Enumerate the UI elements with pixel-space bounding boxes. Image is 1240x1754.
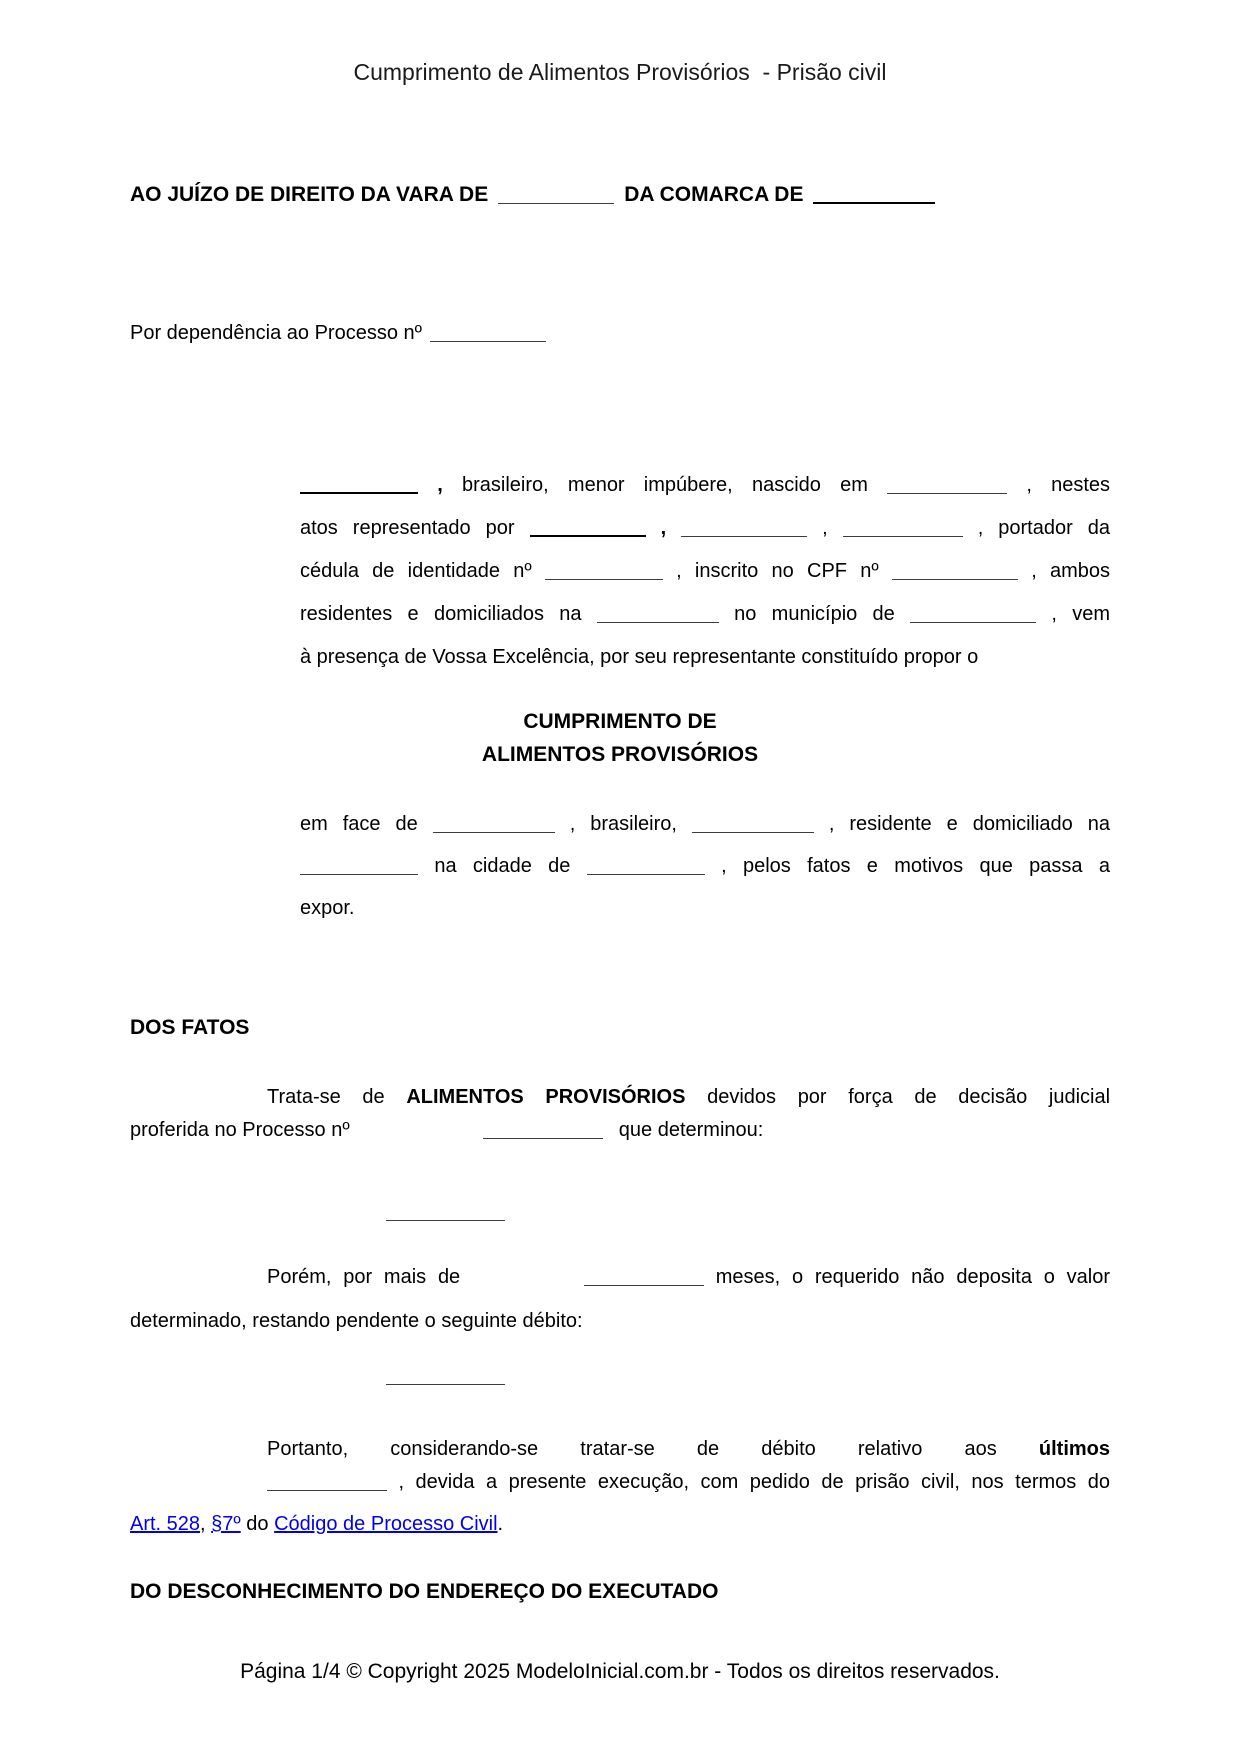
qualification-line-3 <box>300 550 1110 593</box>
qualification-text: , ambos <box>1031 560 1111 582</box>
blank-ultimos-meses <box>267 1475 387 1491</box>
qualification-text: , nestes <box>1026 474 1111 496</box>
blank-municipio-autor <box>910 607 1036 623</box>
facts-paragraph-3 <box>130 1433 1110 1499</box>
qualification-text: atos representado por <box>300 517 515 539</box>
facts-p2-line-1 <box>130 1255 1110 1299</box>
defendant-line-2 <box>300 845 1110 887</box>
blank-cpf <box>892 564 1018 580</box>
blank-cidade-requerido <box>587 859 705 875</box>
action-title-line-1: CUMPRIMENTO DE <box>523 710 717 733</box>
facts-p3-line-2 <box>130 1466 1110 1499</box>
action-title-line-2: ALIMENTOS PROVISÓRIOS <box>481 743 759 766</box>
blank-processo-dependencia <box>430 326 546 342</box>
facts-text-bold: últimos <box>1038 1438 1111 1460</box>
facts-p1-line-2 <box>130 1114 1110 1147</box>
blank-nome-representante <box>530 520 646 537</box>
facts-p2-line-2: determinado, restando pendente o seguinte débito: <box>130 1310 583 1332</box>
addressing-comarca-label: DA COMARCA DE <box>624 183 804 206</box>
defendant-text: em face de <box>300 813 418 835</box>
plaintiff-qualification-paragraph <box>300 464 1110 679</box>
facts-text-bold: ALIMENTOS PROVISÓRIOS <box>406 1086 686 1108</box>
blank-estado-civil-requerido <box>692 817 814 833</box>
addressing-vara-label: AO JUÍZO DE DIREITO DA VARA DE <box>130 183 489 206</box>
defendant-text: na cidade de <box>434 855 571 877</box>
legal-separator: . <box>497 1513 504 1535</box>
section-heading-dos-fatos: DOS FATOS <box>130 1016 250 1039</box>
blank-data-nascimento <box>887 478 1007 494</box>
facts-text: proferida no Processo nº <box>130 1119 350 1141</box>
dependency-label: Por dependência ao Processo nº <box>130 322 422 344</box>
qualification-line-4 <box>300 593 1110 636</box>
link-paragrafo-7[interactable]: §7º <box>211 1513 241 1535</box>
blank-processo-numero <box>483 1123 603 1139</box>
defendant-text: , pelos fatos e motivos que passa a <box>721 855 1110 877</box>
comma: , <box>822 517 828 539</box>
legal-separator: do <box>246 1513 269 1535</box>
defendant-qualification-paragraph <box>300 803 1110 929</box>
court-addressing-line <box>130 182 1110 208</box>
defendant-text: , brasileiro, <box>569 813 677 835</box>
debt-transcript-blank-line <box>130 1363 1110 1389</box>
dependency-line <box>130 320 1110 346</box>
facts-text: Porém, por mais de <box>267 1266 461 1288</box>
blank-nome-autor <box>300 477 418 494</box>
comma-bold: , <box>437 474 443 496</box>
blank-rg <box>545 564 663 580</box>
facts-text: Portanto, considerando-se tratar-se de débito relativo aos <box>267 1438 997 1460</box>
qualification-text: brasileiro, menor impúbere, nascido em <box>462 474 868 496</box>
blank-comarca <box>813 187 935 204</box>
qualification-text: no município de <box>734 603 895 625</box>
legal-reference-line <box>130 1509 1110 1539</box>
facts-paragraph-2 <box>130 1255 1110 1343</box>
legal-separator: , <box>200 1513 206 1535</box>
facts-text: que determinou: <box>618 1119 764 1141</box>
blank-vara <box>498 188 614 204</box>
facts-p3-line-1 <box>130 1433 1110 1466</box>
blank-endereco-requerido <box>300 859 418 875</box>
facts-text: devidos por força de decisão judicial <box>707 1086 1111 1108</box>
facts-p1-line-1 <box>130 1081 1110 1114</box>
link-art-528[interactable]: Art. 528 <box>130 1513 201 1535</box>
blank-endereco-autor <box>597 607 719 623</box>
facts-text: Trata-se de <box>267 1086 385 1108</box>
defendant-line-1 <box>300 803 1110 845</box>
qualification-text: residentes e domiciliados na <box>300 603 582 625</box>
blank-transcricao-debito <box>386 1369 505 1385</box>
defendant-text: , residente e domiciliado na <box>828 813 1110 835</box>
blank-representante-3 <box>843 521 963 537</box>
qualification-text: , vem <box>1051 603 1111 625</box>
qualification-line-2 <box>300 507 1110 550</box>
qualification-text: , portador da <box>977 517 1110 539</box>
facts-text: , devida a presente execução, com pedido de prisão civil, nos termos do <box>398 1471 1110 1493</box>
decision-transcript-blank-line <box>130 1199 1110 1225</box>
facts-paragraph-1 <box>130 1081 1110 1147</box>
blank-nome-requerido <box>433 817 555 833</box>
qualification-line-1 <box>300 464 1110 507</box>
section-heading-desconhecimento-endereco: DO DESCONHECIMENTO DO ENDEREÇO DO EXECUTADO <box>130 1580 719 1603</box>
qualification-text: cédula de identidade nº <box>300 560 532 582</box>
document-title: Cumprimento de Alimentos Provisórios - Prisão civil <box>353 59 887 85</box>
qualification-line-5: à presença de Vossa Excelência, por seu representante constituído propor o <box>300 646 979 668</box>
defendant-line-3: expor. <box>300 897 355 919</box>
blank-transcricao-decisao <box>386 1205 505 1221</box>
page-footer: Página 1/4 © Copyright 2025 ModeloInicial.com.br - Todos os direitos reservados. <box>240 1660 1000 1683</box>
blank-meses <box>584 1270 704 1286</box>
facts-text: meses, o requerido não deposita o valor <box>715 1266 1110 1288</box>
blank-representante-2 <box>681 521 807 537</box>
link-codigo-processo-civil[interactable]: Código de Processo Civil <box>274 1513 498 1535</box>
qualification-text: , inscrito no CPF nº <box>676 560 879 582</box>
action-title <box>130 705 1110 771</box>
comma-bold: , <box>660 517 667 539</box>
